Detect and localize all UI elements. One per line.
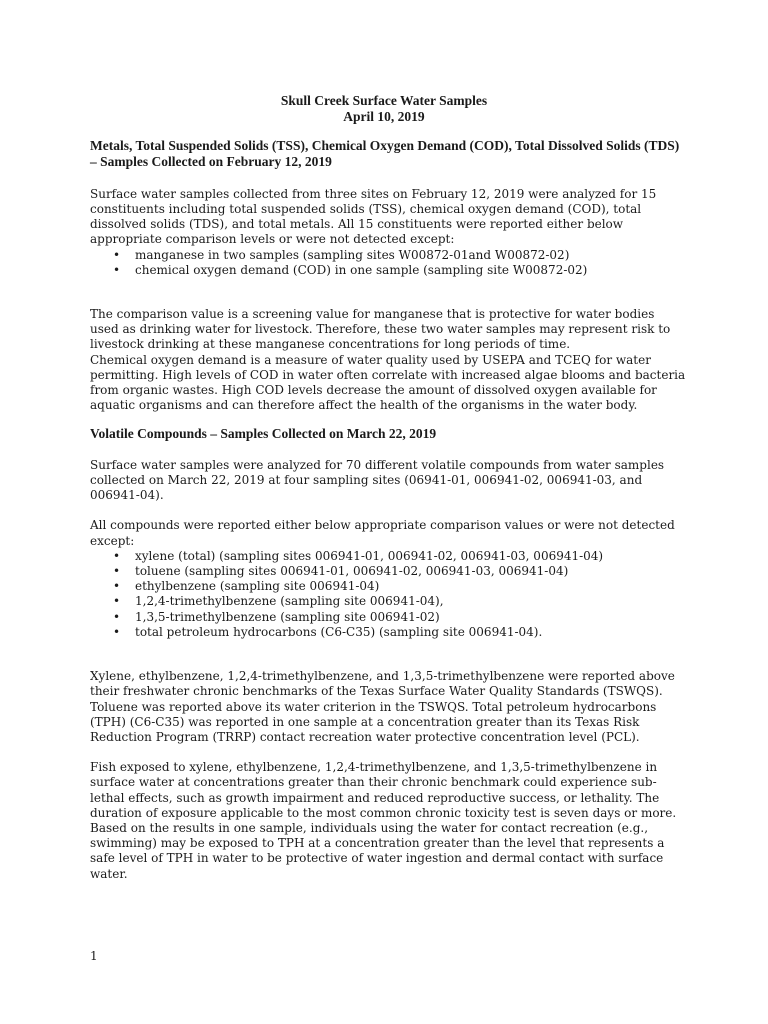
section-heading-volatiles: Volatile Compounds – Samples Collected on March 22, 2019	[90, 426, 437, 442]
list-item: • 1,3,5-trimethylbenzene (sampling site 006941-02)	[135, 610, 686, 625]
paragraph-manganese: The comparison value is a screening value for manganese that is protective for water bodies used as drinking water for livestock. Therefore, these two water samples may represent risk to livestock drinking at these manganese concentrations for long periods of time.	[90, 307, 671, 352]
paragraph-metals-intro: Surface water samples collected from three sites on February 12, 2019 were analyzed for 15 constituents including total suspended solids (TSS), chemical oxygen demand (COD), total dissolved solids (TDS), and total metals. All 15 constituents were reported either below appropriate comparison levels or were not detected except:	[90, 186, 657, 247]
document-title	[0, 93, 768, 125]
list-item: • 1,2,4-trimethylbenzene (sampling site 006941-04),	[135, 594, 686, 609]
section-heading-metals: Metals, Total Suspended Solids (TSS), Chemical Oxygen Demand (COD), Total Dissolved Solids (TDS) – Samples Collected on February 12, 2019	[90, 138, 680, 170]
paragraph-cod: Chemical oxygen demand is a measure of water quality used by USEPA and TCEQ for water permitting. High levels of COD in water often correlate with increased algae blooms and bacteria from organic wastes. High COD levels decrease the amount of dissolved oxygen available for aquatic organisms and can therefore affect the health of the organisms in the water body.	[90, 352, 686, 413]
paragraph-volatiles-lead: All compounds were reported either below appropriate comparison values or were not detected except:	[90, 518, 675, 548]
paragraph-benchmarks: Xylene, ethylbenzene, 1,2,4-trimethylbenzene, and 1,3,5-trimethylbenzene were reported above their freshwater chronic benchmarks of the Texas Surface Water Quality Standards (TSWQS). Toluene was reported above its water criterion in the TSWQS. Total petroleum hydrocarbons (TPH) (C6-C35) was reported in one sample at a concentration greater than its Texas Risk Reduction Program (TRRP) contact recreation water protective concentration level (PCL).	[90, 669, 675, 744]
list-item: • xylene (total) (sampling sites 006941-01, 006941-02, 006941-03, 006941-04)	[135, 549, 686, 564]
bullet-list-metals	[90, 248, 686, 278]
paragraph-fish-effects: Fish exposed to xylene, ethylbenzene, 1,2,4-trimethylbenzene, and 1,3,5-trimethylbenzene in surface water at concentrations greater than their chronic benchmark could experience sub-lethal effects, such as growth impairment and reduced reproductive success, or lethality. The duration of exposure applicable to the most common chronic toxicity test is seven days or more. Based on the results in one sample, individuals using the water for contact recreation (e.g., swimming) may be exposed to TPH at a concentration greater than the level that represents a safe level of TPH in water to be protective of water ingestion and dermal contact with surface water.	[90, 760, 677, 881]
page-number: 1	[90, 949, 98, 963]
list-item: • total petroleum hydrocarbons (C6-C35) (sampling site 006941-04).	[135, 625, 686, 640]
list-item: • chemical oxygen demand (COD) in one sample (sampling site W00872-02)	[135, 263, 686, 278]
bullet-list-volatiles	[90, 549, 686, 640]
paragraph-volatiles-intro: Surface water samples were analyzed for 70 different volatile compounds from water samples collected on March 22, 2019 at four sampling sites (06941-01, 006941-02, 006941-03, and 006941-04).	[90, 457, 665, 503]
document-body	[90, 138, 686, 882]
list-item: • toluene (sampling sites 006941-01, 006941-02, 006941-03, 006941-04)	[135, 564, 686, 579]
list-item: • ethylbenzene (sampling site 006941-04)	[135, 579, 686, 594]
title-date: April 10, 2019	[343, 109, 425, 124]
list-item: • manganese in two samples (sampling sites W00872-01and W00872-02)	[135, 248, 686, 263]
title-line-1: Skull Creek Surface Water Samples	[280, 93, 488, 108]
